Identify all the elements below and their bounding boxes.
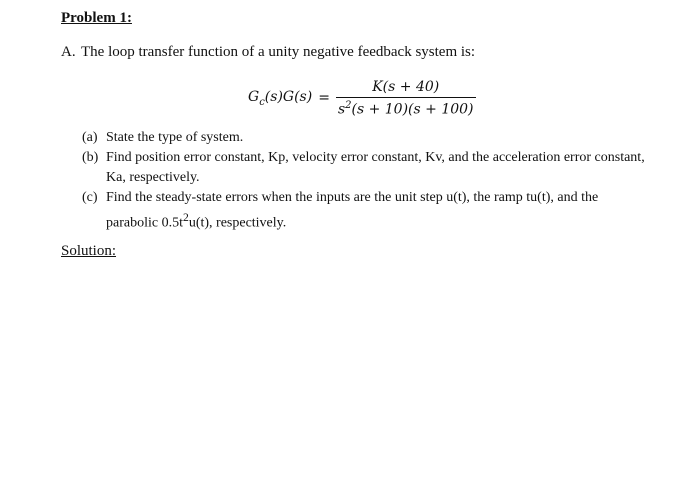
denominator-exponent: 2 <box>345 99 352 111</box>
question-part-c <box>82 188 652 234</box>
part-text: Find position error constant, Kp, velocity error constant, Kv, and the acceleration error constant, Ka, respectively. <box>106 150 645 185</box>
intro-text: The loop transfer function of a unity negative feedback system is: <box>81 44 476 60</box>
denominator-rest: (s + 10)(s + 100) <box>351 101 474 118</box>
lhs-subscript: c <box>259 96 265 108</box>
equation-lhs <box>248 89 312 108</box>
equals-sign: = <box>318 90 330 106</box>
part-superscript: 2 <box>182 211 189 224</box>
part-tag: (c) <box>82 190 98 205</box>
part-text: State the type of system. <box>106 130 244 145</box>
problem-heading: Problem 1: <box>61 10 132 26</box>
part-text-after: u(t), respectively. <box>188 215 287 231</box>
section-letter: A. <box>61 44 76 60</box>
lhs-rest: (s)G(s) <box>264 88 313 105</box>
equation-fraction <box>336 79 476 118</box>
part-text <box>106 188 652 234</box>
question-part-a <box>82 128 652 148</box>
solution-label: Solution: <box>61 243 117 259</box>
part-tag: (a) <box>82 130 98 145</box>
question-part-b <box>82 148 652 188</box>
lhs-g: G <box>248 88 260 105</box>
equation-numerator: K(s + 40) <box>372 78 440 95</box>
part-text-before: Find the steady-state errors when the inputs are the unit step u(t), the ramp tu(t), and the parabolic 0.5t <box>106 190 599 231</box>
question-parts-list <box>82 128 652 234</box>
denominator-base: s <box>337 101 346 118</box>
part-tag: (b) <box>82 150 99 165</box>
problem-intro <box>61 44 475 61</box>
transfer-function-equation <box>248 76 476 120</box>
equation-denominator <box>336 97 476 118</box>
